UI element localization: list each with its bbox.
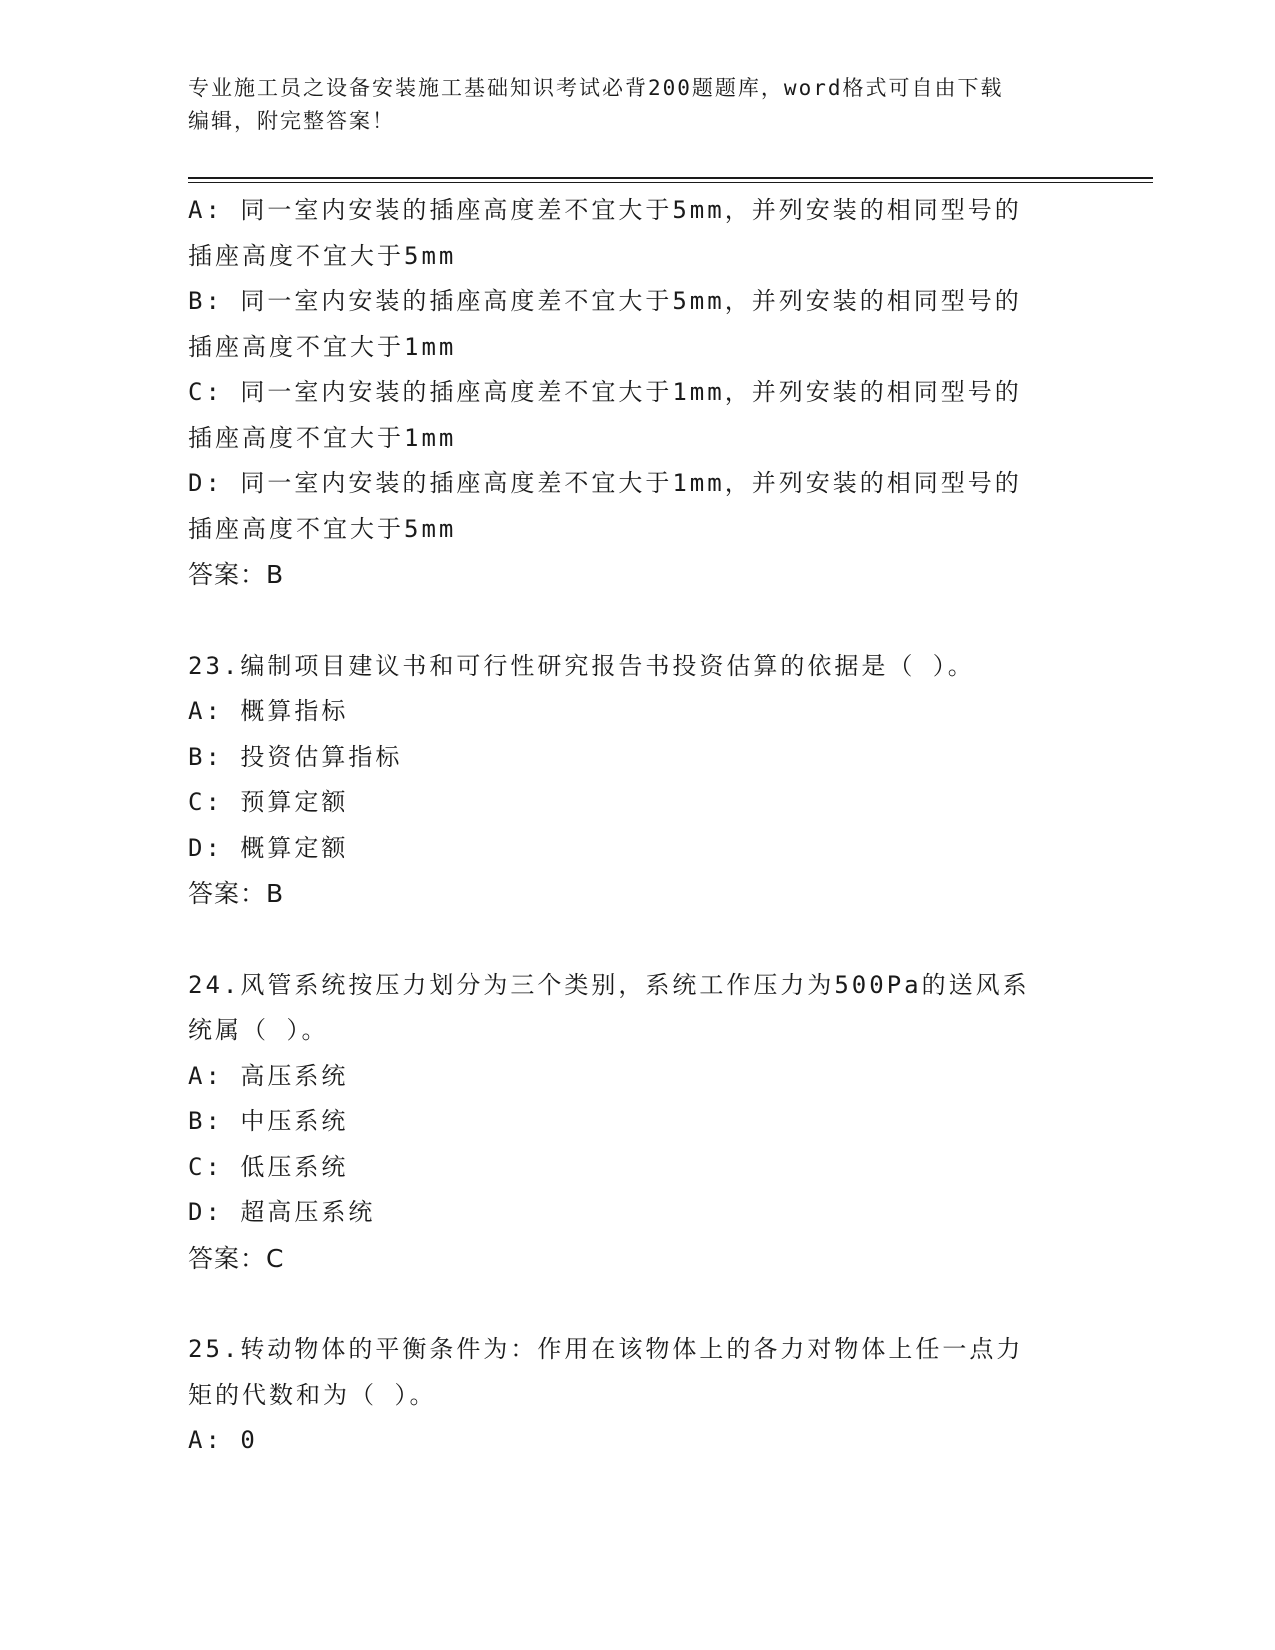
option-a: A: 高压系统 [188,1061,349,1090]
answer: 答案：C [188,1243,285,1273]
option-b: B: 同一室内安装的插座高度差不宜大于5mm，并列安装的相同型号的 [188,287,1022,315]
option-b: B: 中压系统 [188,1107,349,1135]
answer: 答案：B [188,879,285,908]
answer: 答案：B [188,560,285,589]
option-a: A: 0 [188,1426,258,1454]
option-d: D: 同一室内安装的插座高度差不宜大于1mm，并列安装的相同型号的 [188,469,1022,497]
header-divider-thick [188,177,1153,179]
question-text: 24.风管系统按压力划分为三个类别，系统工作压力为500Pa的送风系 [188,970,1030,999]
document-header [188,72,1068,138]
question-22 [188,188,1068,598]
option-a-cont: 插座高度不宜大于5mm [188,241,457,270]
option-d-cont: 插座高度不宜大于5mm [188,514,457,543]
option-a: A: 同一室内安装的插座高度差不宜大于5mm，并列安装的相同型号的 [188,196,1022,224]
question-25 [188,1327,1068,1464]
question-text-cont: 统属（ ）。 [188,1016,329,1044]
option-c: C: 同一室内安装的插座高度差不宜大于1mm，并列安装的相同型号的 [188,378,1022,406]
question-text: 25.转动物体的平衡条件为：作用在该物体上的各力对物体上任一点力 [188,1335,1024,1363]
header-line-2: 编辑，附完整答案！ [188,109,395,133]
header-divider-thin [188,182,1153,183]
question-text-cont: 矩的代数和为（ ）。 [188,1380,437,1409]
option-c-cont: 插座高度不宜大于1mm [188,423,457,452]
option-d: D: 概算定额 [188,833,349,862]
option-c: C: 低压系统 [188,1152,349,1181]
option-a: A: 概算指标 [188,697,349,725]
question-23 [188,644,1068,917]
question-24 [188,963,1068,1282]
option-d: D: 超高压系统 [188,1198,376,1226]
option-b-cont: 插座高度不宜大于1mm [188,332,457,361]
question-text: 23.编制项目建议书和可行性研究报告书投资估算的依据是（ ）。 [188,651,975,680]
header-line-1: 专业施工员之设备安装施工基础知识考试必背200题题库，word格式可自由下载 [188,76,1004,100]
question-list [188,188,1068,1464]
option-b: B: 投资估算指标 [188,742,403,771]
option-c: C: 预算定额 [188,788,349,816]
